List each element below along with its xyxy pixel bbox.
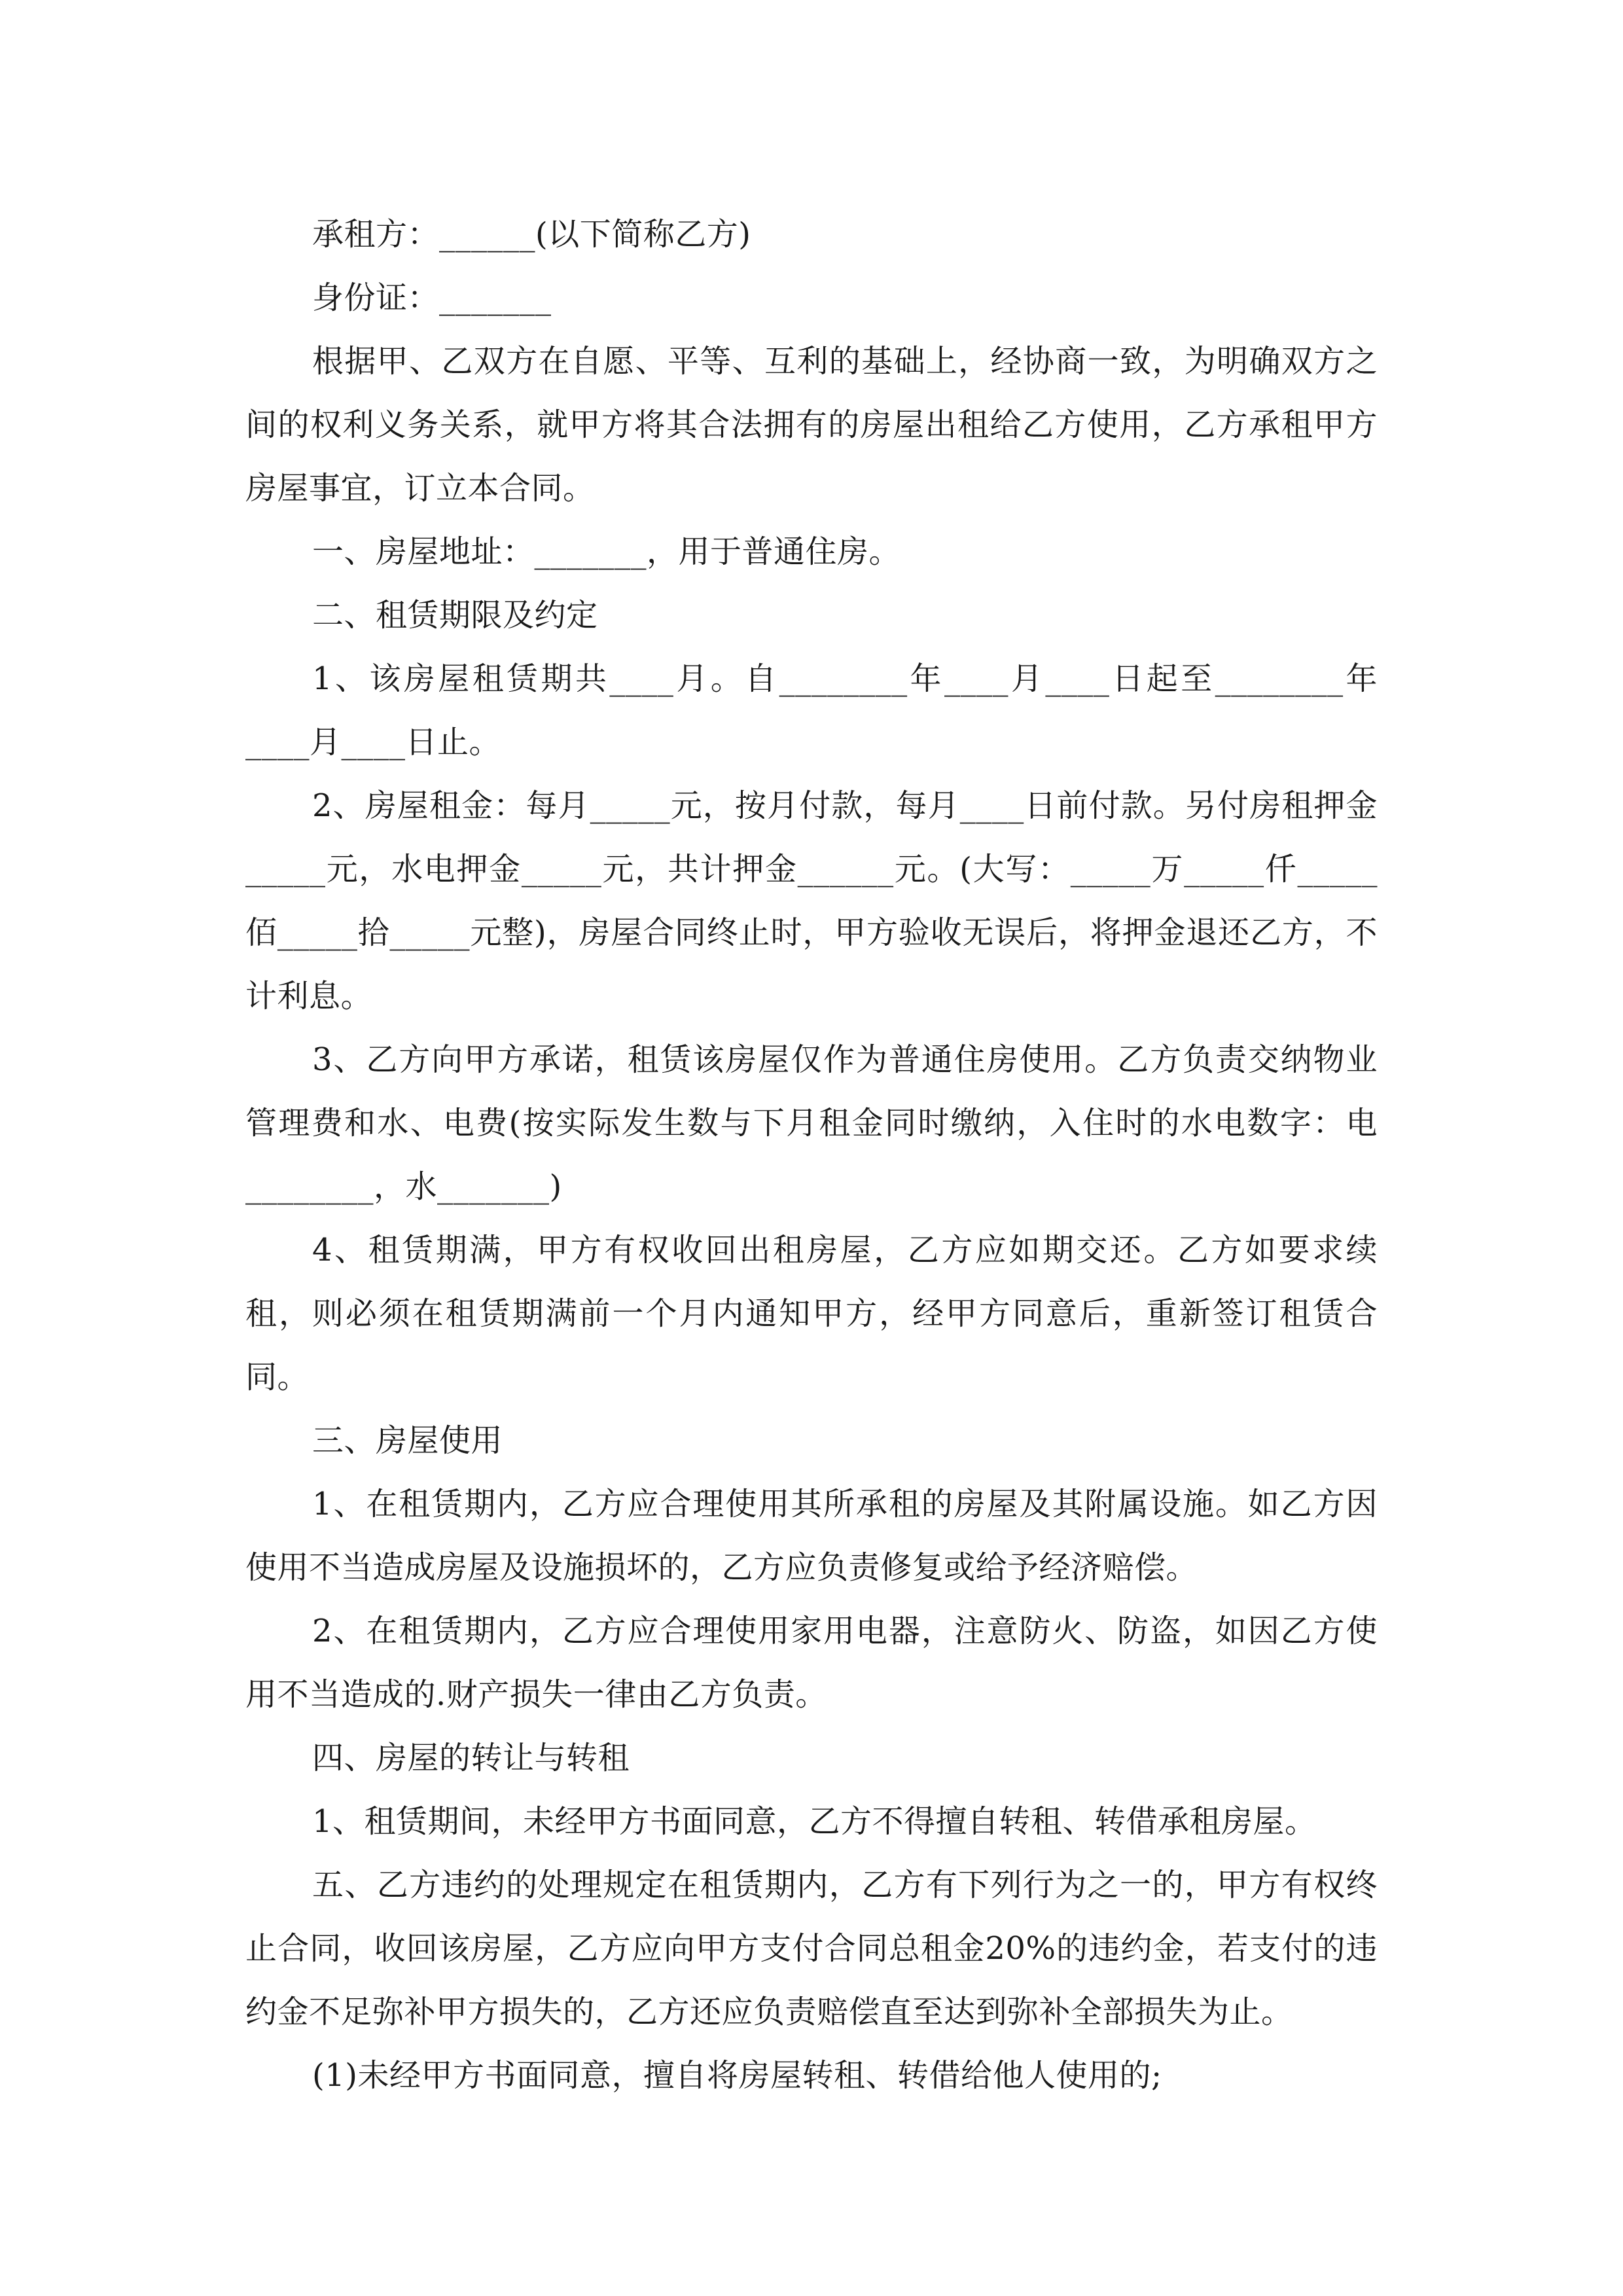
clause-4-1-sublet: 1、租赁期间，未经甲方书面同意，乙方不得擅自转租、转借承租房屋。 [312, 1803, 1317, 1840]
clause-2-1-term: 1、该房屋租赁期共____月。自________年____月____日起至________年____月____日止。 [245, 660, 1378, 761]
clause-5-1-item: (1)未经甲方书面同意，擅自将房屋转租、转借给他人使用的; [312, 2057, 1162, 2094]
clause-2-2-rent: 2、房屋租金：每月_____元，按月付款，每月____日前付款。另付房租押金_____元，水电押金_____元，共计押金______元。(大写：_____万_____仟_____佰_____拾_____元整)，房屋合同终止时，甲方验收无误后，将押金退还乙方，不计利息。 [245, 787, 1378, 1014]
section-3-heading: 三、房屋使用 [312, 1422, 503, 1459]
paragraph-preamble: 根据甲、乙双方在自愿、平等、互利的基础上，经协商一致，为明确双方之间的权利义务关系，就甲方将其合法拥有的房屋出租给乙方使用，乙方承租甲方房屋事宜，订立本合同。 [245, 343, 1378, 507]
paragraph-id-card: 身份证：_______ [312, 279, 552, 316]
clause-2-4-renewal: 4、租赁期满，甲方有权收回出租房屋，乙方应如期交还。乙方如要求续租，则必须在租赁期满前一个月内通知甲方，经甲方同意后，重新签订租赁合同。 [245, 1232, 1378, 1395]
contract-body [245, 203, 1378, 2108]
section-4-heading: 四、房屋的转让与转租 [312, 1740, 630, 1776]
paragraph-lessee: 承租方：______(以下简称乙方) [312, 216, 751, 253]
section-2-heading: 二、租赁期限及约定 [312, 597, 598, 634]
section-5-breach: 五、乙方违约的处理规定在租赁期内，乙方有下列行为之一的，甲方有权终止合同，收回该房屋，乙方应向甲方支付合同总租金20%的违约金，若支付的违约金不足弥补甲方损失的，乙方还应负责赔偿直至达到弥补全部损失为止。 [245, 1867, 1378, 2030]
clause-3-2-appliances: 2、在租赁期内，乙方应合理使用家用电器，注意防火、防盗，如因乙方使用不当造成的.财产损失一律由乙方负责。 [245, 1613, 1378, 1713]
clause-3-1-use: 1、在租赁期内，乙方应合理使用其所承租的房屋及其附属设施。如乙方因使用不当造成房屋及设施损坏的，乙方应负责修复或给予经济赔偿。 [245, 1486, 1378, 1586]
section-1-address: 一、房屋地址：_______，用于普通住房。 [312, 533, 901, 570]
clause-2-3-fees: 3、乙方向甲方承诺，租赁该房屋仅作为普通住房使用。乙方负责交纳物业管理费和水、电费(按实际发生数与下月租金同时缴纳，入住时的水电数字：电________，水_______) [245, 1041, 1378, 1205]
